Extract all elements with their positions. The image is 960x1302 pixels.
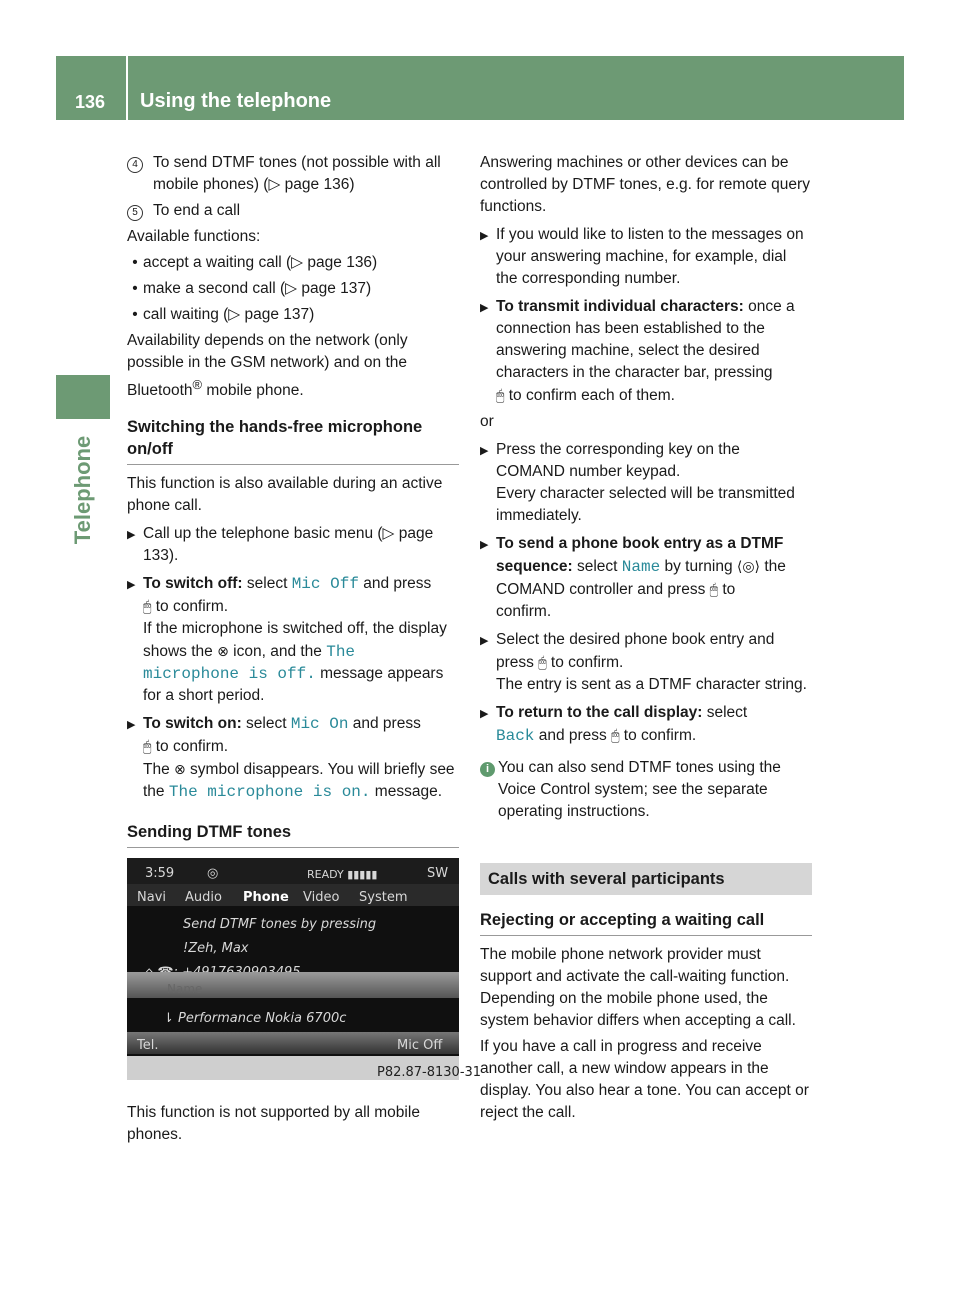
- item-number-icon: 5: [127, 205, 143, 221]
- controller-turn-icon: ⟨◎⟩: [736, 558, 761, 574]
- paragraph: Answering machines or other devices can be controlled by DTMF tones, e.g. for remote query functions.: [480, 154, 810, 215]
- mic-muted-icon: ⊗: [217, 643, 229, 660]
- instruction-step: ▶ To switch off: select Mic Off and press 🖱 to confirm. If the microphone is switched off, the display shows the ⊗ icon, and the The microphone is off. message appears for a short period.: [127, 573, 459, 707]
- step-arrow-icon: ▶: [480, 539, 489, 551]
- item-number-icon: 4: [127, 157, 143, 173]
- status-bar: 3:59 ◎ READY ▮▮▮▮▮ SW: [127, 858, 459, 884]
- image-caption: P82.87-8130-31: [127, 1056, 459, 1080]
- step-arrow-icon: ▶: [480, 302, 489, 314]
- info-icon: i: [480, 762, 495, 777]
- step-arrow-icon: ▶: [480, 230, 489, 242]
- step-arrow-icon: ▶: [480, 445, 489, 457]
- controller-press-icon: 🖱: [709, 581, 719, 597]
- list-item: • call waiting (▷ page 137): [132, 306, 315, 323]
- instruction-step: ▶ If you would like to listen to the messages on your answering machine, for example, dial the corresponding number.: [480, 224, 812, 290]
- section-heading: Rejecting or accepting a waiting call: [480, 909, 812, 936]
- available-functions-label: Available functions:: [127, 228, 261, 245]
- paragraph: This function is not supported by all mobile phones.: [127, 1104, 420, 1144]
- section-heading: Sending DTMF tones: [127, 821, 459, 848]
- list-item: 5 To end a call: [127, 200, 459, 222]
- left-column: [127, 152, 482, 1150]
- footer-bar: Tel. Mic Off: [127, 1032, 459, 1054]
- controller-press-icon: 🖱: [143, 738, 152, 755]
- info-note: i You can also send DTMF tones using the Voice Control system; see the separate operating instructions.: [480, 757, 812, 823]
- paragraph: The mobile phone network provider must support and activate the call-waiting function. Depending on the mobile phone used, the system behavior differs when accepting a call.: [480, 946, 796, 1029]
- controller-press-icon: 🖱: [496, 387, 505, 403]
- list-item: • make a second call (▷ page 137): [132, 280, 372, 297]
- section-tab: [56, 375, 110, 419]
- right-column: [480, 152, 812, 1128]
- name-option: Name: [621, 558, 661, 576]
- availability-text: Availability depends on the network (only possible in the GSM network) and on the Bluetooth® mobile phone.: [127, 332, 408, 400]
- mic-muted-icon: ⊗: [174, 761, 186, 778]
- instruction-step: ▶ Press the corresponding key on the COMAND number keypad. Every character selected will be transmitted immediately.: [480, 439, 812, 527]
- back-option: Back: [496, 727, 535, 745]
- page-number: 136: [74, 92, 106, 112]
- mic-on-message: The microphone is on.: [168, 783, 371, 802]
- list-item: • accept a waiting call (▷ page 136): [132, 254, 378, 271]
- section-label: Telephone: [70, 435, 95, 545]
- mic-off-option: Mic Off: [291, 575, 359, 594]
- page-header: [56, 56, 904, 120]
- paragraph: This function is also available during an active phone call.: [127, 475, 443, 515]
- instruction-step: ▶ Call up the telephone basic menu (▷ page 133).: [127, 523, 459, 567]
- list-item: 4 To send DTMF tones (not possible with all mobile phones) (▷ page 136): [127, 152, 459, 196]
- step-arrow-icon: ▶: [127, 579, 136, 592]
- section-box-heading: Calls with several participants: [480, 863, 812, 895]
- controller-press-icon: 🖱: [143, 598, 152, 615]
- instruction-step: ▶ To switch on: select Mic On and press 🖱 to confirm. The ⊗ symbol disappears. You will briefly see the The microphone is on. message.: [127, 715, 455, 802]
- highlighted-row: Name: [127, 972, 459, 998]
- step-arrow-icon: ▶: [480, 635, 489, 647]
- controller-press-icon: 🖱: [611, 727, 620, 743]
- device-name: ⇂ Performance Nokia 6700c: [163, 1011, 347, 1027]
- controller-press-icon: 🖱: [538, 654, 547, 670]
- instruction-step: ▶ To send a phone book entry as a DTMF sequence: select Name by turning ⟨◎⟩ the COMAND controller and press 🖱 to confirm.: [480, 533, 812, 623]
- menu-bar: Navi Audio Phone Video System: [127, 884, 459, 906]
- step-arrow-icon: ▶: [127, 529, 136, 542]
- mic-on-option: Mic On: [290, 715, 349, 734]
- instruction-step: ▶ Select the desired phone book entry and press 🖱 to confirm. The entry is sent as a DTMF character string.: [480, 629, 812, 696]
- page-title: Using the telephone: [140, 90, 332, 112]
- header-divider: [126, 56, 128, 120]
- section-heading: Switching the hands-free microphone on/off: [127, 416, 459, 465]
- step-arrow-icon: ▶: [127, 719, 136, 732]
- paragraph: If you have a call in progress and receive another call, a new window appears in the display. You also hear a tone. You can accept or reject the call.: [480, 1038, 809, 1121]
- mic-off-message: The microphone is off.: [143, 643, 356, 684]
- settings-icon: ◎: [207, 866, 219, 882]
- paragraph: or: [480, 413, 494, 430]
- instruction-step: ▶ To transmit individual characters: once a connection has been established to the answering machine, select the desired characters in the character bar, pressing 🖱 to confirm each of them.: [480, 296, 812, 407]
- step-arrow-icon: ▶: [480, 708, 489, 720]
- instruction-step: ▶ To return to the call display: select Back and press 🖱 to confirm.: [480, 704, 748, 745]
- comand-display-screenshot: 3:59 ◎ READY ▮▮▮▮▮ SW Navi Audio Phone Video System Send DTMF tones by pressing !Zeh, Max Name ⇂ Performance Nokia 6700c Tel. Mic Off P82.87-8130-31: [127, 858, 459, 1080]
